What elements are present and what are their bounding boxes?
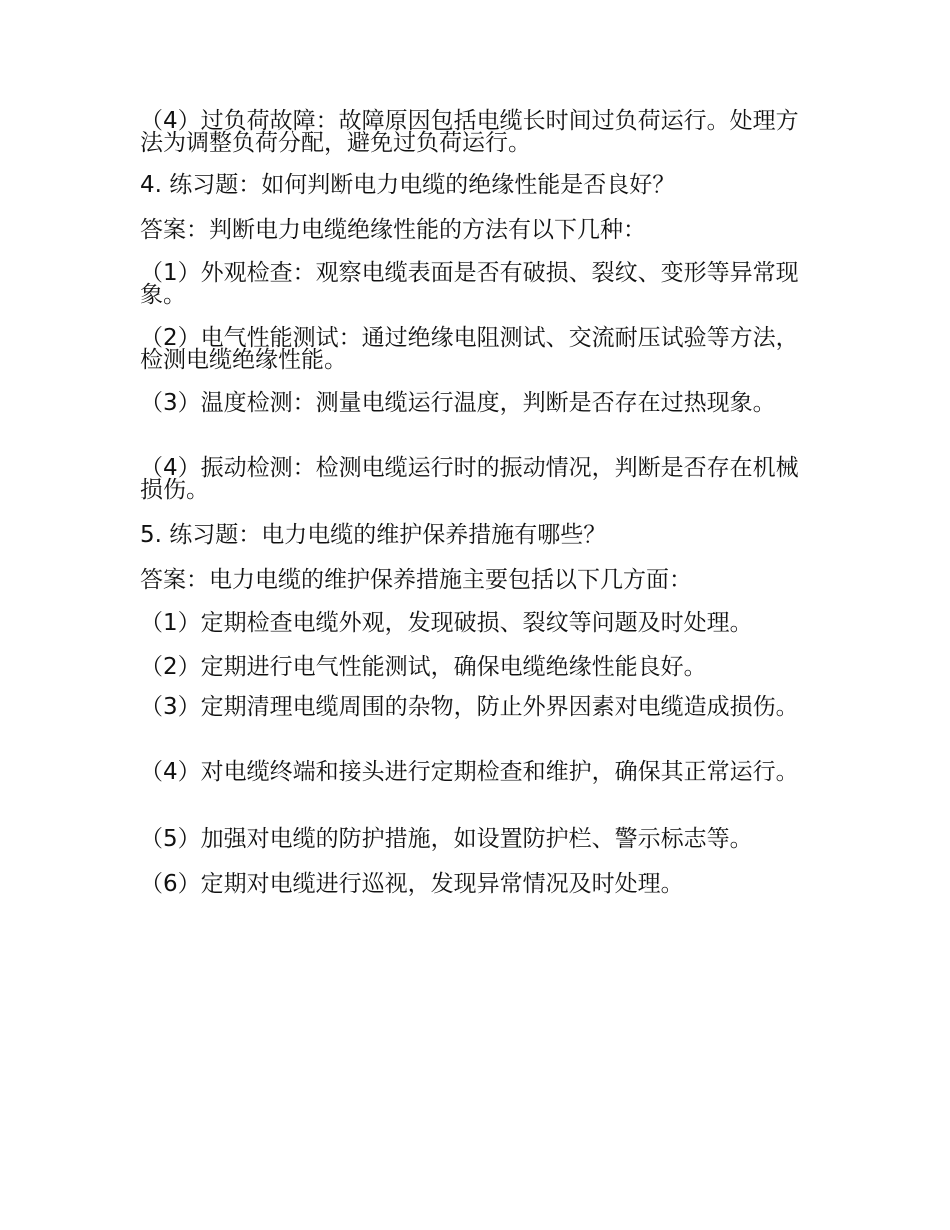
answer-5-item-2: （2）定期进行电气性能测试，确保电缆绝缘性能良好。	[140, 654, 707, 680]
question-4-heading: 4. 练习题：如何判断电力电缆的绝缘性能是否良好？	[140, 172, 676, 198]
answer-4-intro: 答案：判断电力电缆绝缘性能的方法有以下几种：	[140, 217, 646, 243]
answer-4-item-1: （1）外观检查：观察电缆表面是否有破损、裂纹、变形等异常现象。	[140, 260, 799, 308]
answer-4-item-4: （4）振动检测：检测电缆运行时的振动情况，判断是否存在机械损伤。	[140, 455, 799, 503]
question-5-heading: 5. 练习题：电力电缆的维护保养措施有哪些？	[140, 522, 607, 548]
answer-5-intro: 答案：电力电缆的维护保养措施主要包括以下几方面：	[140, 567, 692, 593]
answer-5-item-3: （3）定期清理电缆周围的杂物，防止外界因素对电缆造成损伤。	[140, 694, 799, 720]
answer-4-item-2: （2）电气性能测试：通过绝缘电阻测试、交流耐压试验等方法，检测电缆绝缘性能。	[140, 325, 799, 373]
answer-5-item-5: （5）加强对电缆的防护措施，如设置防护栏、警示标志等。	[140, 826, 753, 852]
paragraph-overload-fault: （4）过负荷故障：故障原因包括电缆长时间过负荷运行。处理方法为调整负荷分配，避免过负荷运行。	[140, 108, 799, 156]
answer-5-item-1: （1）定期检查电缆外观，发现破损、裂纹等问题及时处理。	[140, 610, 753, 636]
answer-5-item-4: （4）对电缆终端和接头进行定期检查和维护，确保其正常运行。	[140, 759, 799, 785]
answer-5-item-6: （6）定期对电缆进行巡视，发现异常情况及时处理。	[140, 871, 684, 897]
answer-4-item-3: （3）温度检测：测量电缆运行温度，判断是否存在过热现象。	[140, 390, 776, 416]
